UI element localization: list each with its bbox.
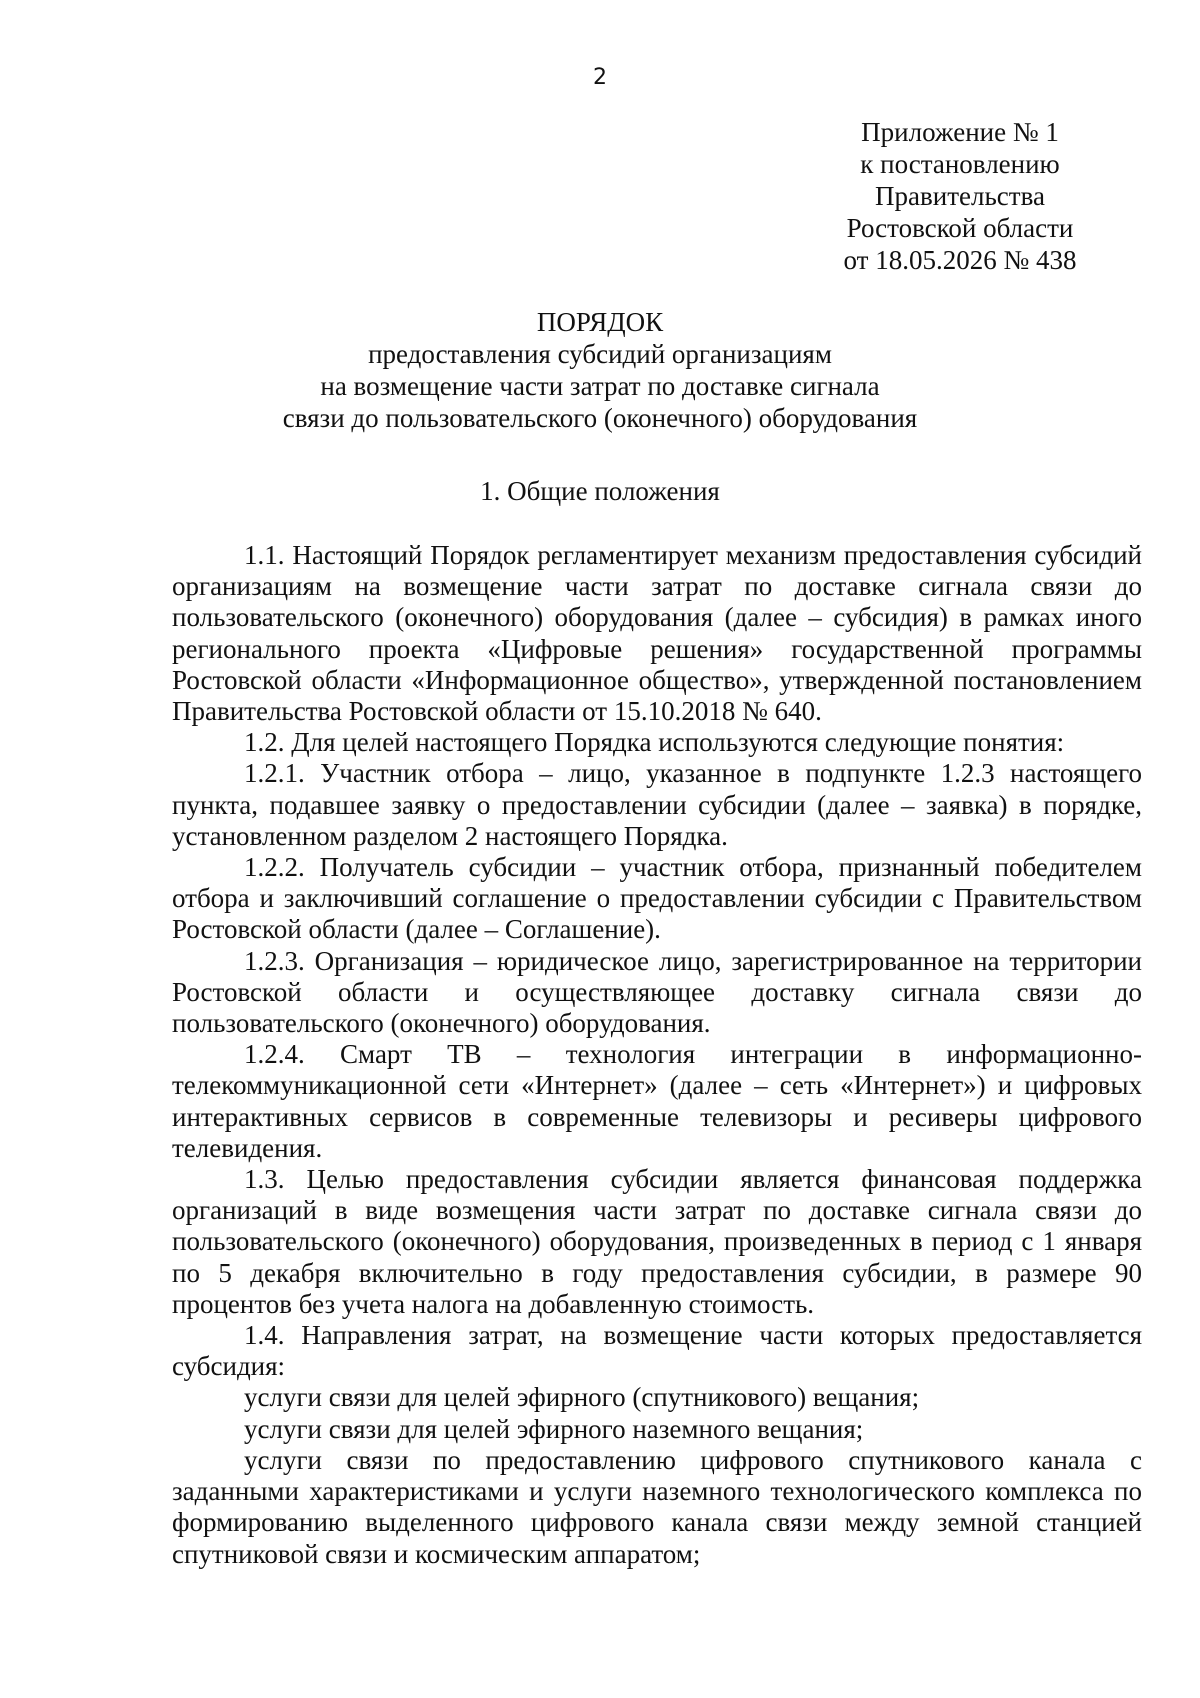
paragraph: 1.3. Целью предоставления субсидии является финансовая поддержка организаций в виде возмещения части затрат по доставке сигнала связи до пользовательского (оконечного) оборудования, произведенных в период с 1 января по 5 декабря включительно в году предоставления субсидии, в размере 90 процентов без учета налога на добавленную стоимость. — [172, 1164, 1142, 1319]
appendix-block — [820, 116, 1100, 276]
appendix-line: к постановлению — [860, 149, 1060, 179]
document-subtitle-line: на возмещение части затрат по доставке сигнала — [320, 371, 880, 401]
paragraph: 1.2.1. Участник отбора – лицо, указанное в подпункте 1.2.3 настоящего пункта, подавшее заявку о предоставлении субсидии (далее – заявка) в порядке, установленном разделом 2 настоящего Порядка. — [172, 758, 1142, 851]
list-item: услуги связи для целей эфирного наземного вещания; — [244, 1413, 864, 1444]
list-item: услуги связи по предоставлению цифрового спутникового канала с заданными характеристиками и услуги наземного технологического комплекса по формированию выделенного цифрового канала связи между земной станцией спутниковой связи и космическим аппаратом; — [172, 1444, 1142, 1569]
paragraph: 1.2. Для целей настоящего Порядка используются следующие понятия: — [244, 727, 1065, 758]
paragraph: 1.2.4. Смарт ТВ – технология интеграции в информационно-телекоммуникационной сети «Интернет» (далее – сеть «Интернет») и цифровых интерактивных сервисов в современные телевизоры и ресиверы цифрового телевидения. — [172, 1039, 1142, 1163]
section-heading: 1. Общие положения — [480, 476, 720, 506]
document-subtitle-line: связи до пользовательского (оконечного) оборудования — [282, 403, 918, 433]
paragraph: 1.1. Настоящий Порядок регламентирует механизм предоставления субсидий организациям на возмещение части затрат по доставке сигнала связи до пользовательского (оконечного) оборудования (далее – субсидия) в рамках иного регионального проекта «Цифровые решения» государственной программы Ростовской области «Информационное общество», утвержденной постановлением Правительства Ростовской области от 15.10.2018 № 640. — [172, 540, 1142, 727]
paragraph: 1.2.2. Получатель субсидии – участник отбора, признанный победителем отбора и заключивший соглашение о предоставлении субсидии с Правительством Ростовской области (далее – Соглашение). — [172, 852, 1142, 945]
page-number: 2 — [593, 65, 607, 90]
document-body — [172, 540, 1142, 1570]
paragraph: 1.2.3. Организация – юридическое лицо, зарегистрированное на территории Ростовской области и осуществляющее доставку сигнала связи до пользовательского (оконечного) оборудования. — [172, 945, 1142, 1039]
list-item: услуги связи для целей эфирного (спутникового) вещания; — [244, 1382, 920, 1413]
paragraph: 1.4. Направления затрат, на возмещение части которых предоставляется субсидия: — [172, 1320, 1142, 1382]
document-subtitle-line: предоставления субсидий организациям — [368, 339, 832, 369]
appendix-line: Правительства — [875, 181, 1045, 211]
document-title: ПОРЯДОК — [536, 307, 664, 337]
appendix-line: Ростовской области — [846, 213, 1074, 243]
appendix-line: Приложение № 1 — [861, 117, 1059, 147]
appendix-line: от 18.05.2026 № 438 — [843, 245, 1077, 275]
document-title-block — [0, 306, 1200, 434]
